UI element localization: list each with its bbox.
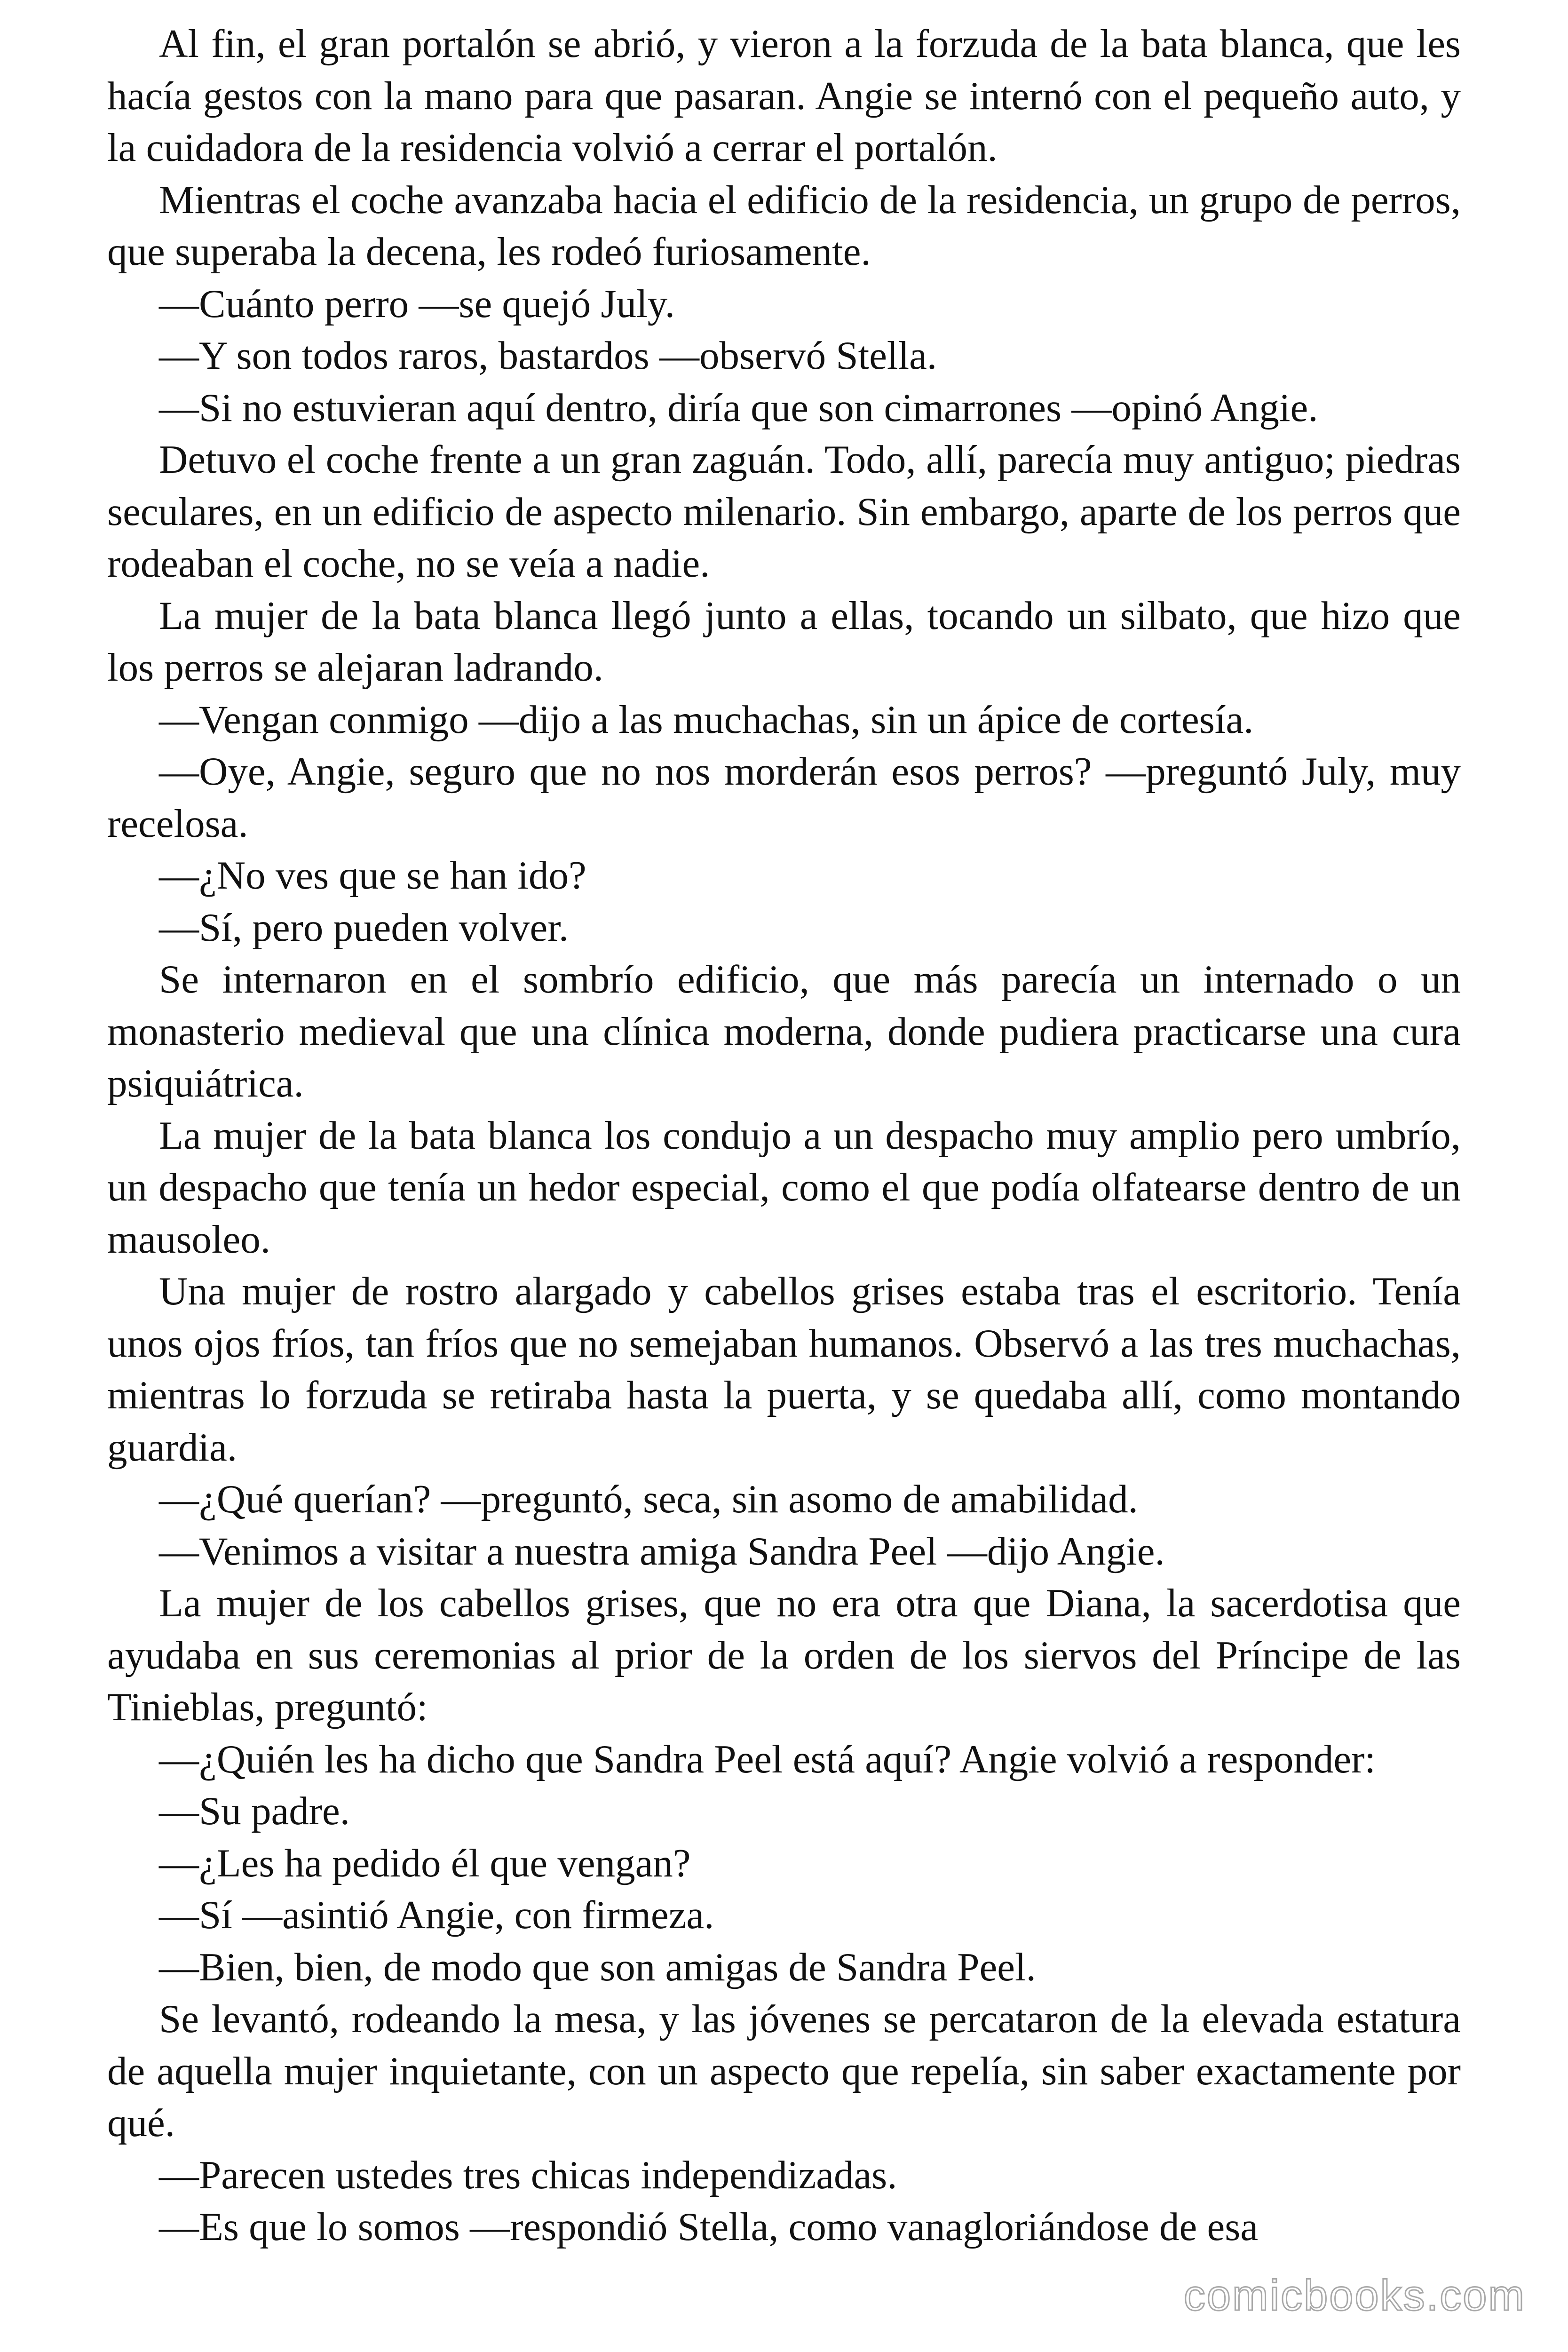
paragraph: —¿No ves que se han ido?: [159, 853, 586, 898]
paragraph: —Bien, bien, de modo que son amigas de Sandra Peel.: [159, 1945, 1036, 1989]
paragraph: —¿Qué querían? —preguntó, seca, sin asomo de amabilidad.: [159, 1477, 1138, 1521]
paragraph: Detuvo el coche frente a un gran zaguán. Todo, allí, parecía muy antiguo; piedras seculares, en un edificio de aspecto milenario. Sin embargo, aparte de los perros que rodeaban el coche, no se veía a nadie.: [107, 437, 1461, 586]
paragraph: La mujer de los cabellos grises, que no era otra que Diana, la sacerdotisa que ayudaba en sus ceremonias al prior de la orden de los siervos del Príncipe de las Tinieblas, preguntó:: [107, 1581, 1461, 1729]
watermark: comicbooks.com: [1183, 2272, 1526, 2320]
paragraph: Se internaron en el sombrío edificio, que más parecía un internado o un monasterio medieval que una clínica moderna, donde pudiera practicarse una cura psiquiátrica.: [107, 957, 1461, 1105]
paragraph: —Vengan conmigo —dijo a las muchachas, sin un ápice de cortesía.: [159, 697, 1254, 742]
paragraph: La mujer de la bata blanca los condujo a un despacho muy amplio pero umbrío, un despacho que tenía un hedor especial, como el que podía olfatearse dentro de un mausoleo.: [107, 1113, 1461, 1262]
paragraph: —Su padre.: [159, 1789, 350, 1833]
paragraph: —Sí, pero pueden volver.: [159, 905, 569, 950]
paragraph: Una mujer de rostro alargado y cabellos grises estaba tras el escritorio. Tenía unos ojos fríos, tan fríos que no semejaban humanos. Observó a las tres muchachas, mientras lo forzuda se retiraba hasta la puerta, y se quedaba allí, como montando guardia.: [107, 1269, 1461, 1470]
paragraph: —Cuánto perro —se quejó July.: [159, 281, 675, 326]
paragraph: —Sí —asintió Angie, con firmeza.: [159, 1893, 714, 1937]
body-text: [107, 18, 1461, 2253]
paragraph: —Oye, Angie, seguro que no nos morderán esos perros? —preguntó July, muy recelosa.: [107, 749, 1461, 846]
paragraph: —Parecen ustedes tres chicas independizadas.: [159, 2153, 897, 2197]
paragraph: —Si no estuvieran aquí dentro, diría que son cimarrones —opinó Angie.: [159, 385, 1318, 430]
paragraph: —Venimos a visitar a nuestra amiga Sandra Peel —dijo Angie.: [159, 1529, 1165, 1573]
paragraph: La mujer de la bata blanca llegó junto a ellas, tocando un silbato, que hizo que los perros se alejaran ladrando.: [107, 593, 1461, 690]
paragraph: —¿Quién les ha dicho que Sandra Peel está aquí? Angie volvió a responder:: [159, 1737, 1376, 1781]
paragraph: —Es que lo somos —respondió Stella, como vanagloriándose de esa: [159, 2205, 1259, 2249]
paragraph: Se levantó, rodeando la mesa, y las jóvenes se percataron de la elevada estatura de aquella mujer inquietante, con un aspecto que repelía, sin saber exactamente por qué.: [107, 1997, 1461, 2145]
paragraph: —¿Les ha pedido él que vengan?: [159, 1841, 691, 1885]
paragraph: —Y son todos raros, bastardos —observó Stella.: [159, 334, 937, 378]
paragraph: Mientras el coche avanzaba hacia el edificio de la residencia, un grupo de perros, que superaba la decena, les rodeó furiosamente.: [107, 177, 1461, 274]
paragraph: Al fin, el gran portalón se abrió, y vieron a la forzuda de la bata blanca, que les hacía gestos con la mano para que pasaran. Angie se internó con el pequeño auto, y la cuidadora de la residencia volvió a cerrar el portalón.: [107, 22, 1461, 170]
